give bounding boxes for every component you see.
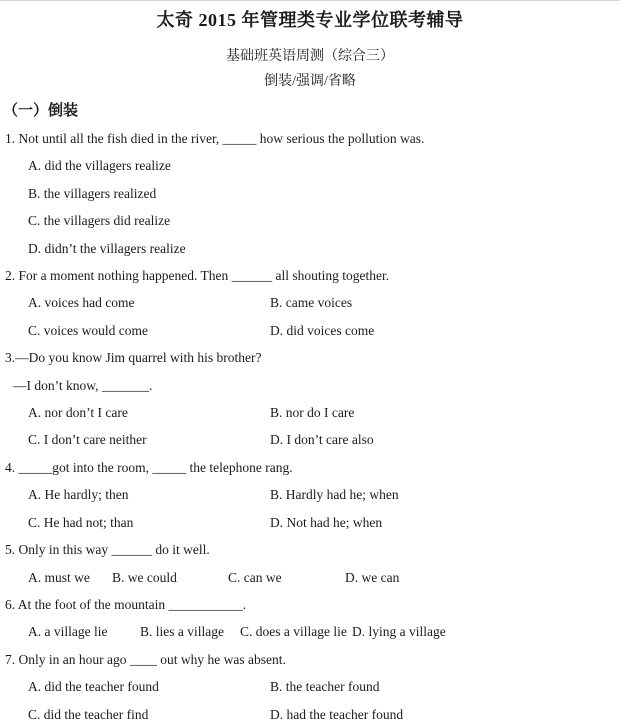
option-A: A. voices had come — [28, 295, 135, 311]
option-A: A. a village lie — [28, 624, 108, 640]
document-topic: 倒装/强调/省略 — [264, 74, 356, 89]
document-subtitle: 基础班英语周测（综合三） — [226, 49, 394, 64]
option-group — [5, 618, 620, 645]
option-B: B. the teacher found — [270, 679, 380, 695]
option-C: C. can we — [228, 569, 282, 585]
option-C: C. I don’t care neither — [28, 432, 147, 448]
option-D: D. didn’t the villagers realize — [28, 240, 186, 256]
question-list — [5, 125, 620, 727]
option-A: A. He hardly; then — [28, 487, 129, 503]
option-C: C. voices would come — [28, 322, 148, 338]
option-C: C. the villagers did realize — [28, 213, 171, 229]
option-C: C. He had not; than — [28, 514, 134, 530]
option-D: D. we can — [345, 569, 400, 585]
option-group — [5, 289, 620, 344]
option-group — [5, 481, 620, 536]
question-stem: 5. Only in this way ______ do it well. — [5, 542, 210, 558]
question-5 — [5, 536, 620, 591]
option-group — [5, 564, 620, 591]
option-D: D. did voices come — [270, 322, 375, 338]
option-C: C. does a village lie — [240, 624, 347, 640]
option-D: D. had the teacher found — [270, 706, 404, 722]
question-stem: 2. For a moment nothing happened. Then ______ all shouting together. — [5, 268, 390, 284]
question-1 — [5, 125, 620, 262]
option-A: A. must we — [28, 569, 90, 585]
question-stem: 4. _____got into the room, _____ the telephone rang. — [5, 459, 293, 475]
option-A: A. did the teacher found — [28, 679, 159, 695]
option-D: D. Not had he; when — [270, 514, 383, 530]
question-stem: 3.—Do you know Jim quarrel with his brother? — [5, 350, 262, 366]
option-D: D. I don’t care also — [270, 432, 374, 448]
option-group — [5, 152, 620, 262]
question-stem: 1. Not until all the fish died in the river, _____ how serious the pollution was. — [5, 131, 425, 146]
option-C: C. did the teacher find — [28, 706, 149, 722]
question-4 — [5, 454, 620, 536]
question-7 — [5, 646, 620, 727]
question-2 — [5, 262, 620, 344]
option-B: B. the villagers realized — [28, 185, 157, 201]
option-B: B. Hardly had he; when — [270, 487, 399, 503]
option-B: B. nor do I care — [270, 405, 355, 421]
question-stem: 6. At the foot of the mountain ___________. — [5, 596, 247, 612]
question-3 — [5, 344, 620, 454]
option-group — [5, 673, 620, 727]
option-A: A. did the villagers realize — [28, 158, 171, 174]
option-group — [5, 399, 620, 454]
option-B: B. came voices — [270, 295, 353, 311]
section-heading: （一）倒装 — [3, 103, 79, 119]
option-A: A. nor don’t I care — [28, 405, 128, 421]
option-D: D. lying a village — [352, 624, 446, 640]
question-stem: —I don’t know, _______. — [13, 377, 153, 393]
question-stem: 7. Only in an hour ago ____ out why he was absent. — [5, 651, 286, 667]
option-B: B. lies a village — [140, 624, 224, 640]
question-6 — [5, 591, 620, 646]
document-title: 太奇 2015 年管理类专业学位联考辅导 — [156, 10, 464, 30]
option-B: B. we could — [112, 569, 177, 585]
